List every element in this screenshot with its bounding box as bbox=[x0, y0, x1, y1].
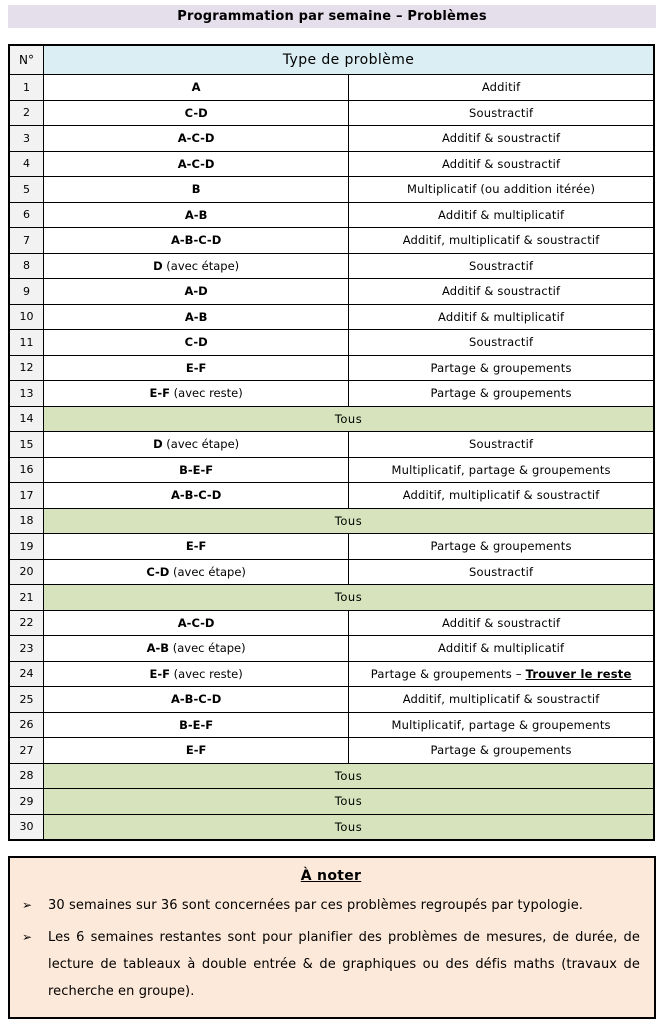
all-types-cell: Tous bbox=[44, 763, 655, 789]
problem-type-cell: Partage & groupements bbox=[349, 738, 654, 764]
week-number-cell: 11 bbox=[9, 330, 44, 356]
weekly-problems-table bbox=[8, 44, 655, 841]
week-number-cell: 25 bbox=[9, 687, 44, 713]
week-number-cell: 20 bbox=[9, 559, 44, 585]
week-number-cell: 16 bbox=[9, 457, 44, 483]
all-types-cell: Tous bbox=[44, 508, 655, 534]
problem-type-cell: Additif & soustractif bbox=[349, 610, 654, 636]
problem-code-cell: A bbox=[44, 75, 349, 101]
problem-code-cell: A-D bbox=[44, 279, 349, 305]
week-number-cell: 17 bbox=[9, 483, 44, 509]
table-row bbox=[9, 406, 654, 432]
week-number-cell: 22 bbox=[9, 610, 44, 636]
problem-type-cell: Multiplicatif, partage & groupements bbox=[349, 712, 654, 738]
note-item bbox=[22, 924, 640, 1005]
problem-type-cell: Soustractif bbox=[349, 330, 654, 356]
table-row bbox=[9, 534, 654, 560]
week-number-cell: 23 bbox=[9, 636, 44, 662]
problem-code-cell: D (avec étape) bbox=[44, 432, 349, 458]
table-header bbox=[9, 45, 654, 75]
table-row bbox=[9, 814, 654, 840]
table-row bbox=[9, 559, 654, 585]
problem-type-cell: Soustractif bbox=[349, 432, 654, 458]
problem-code-cell: A-B bbox=[44, 202, 349, 228]
problem-type-cell: Additif & multiplicatif bbox=[349, 202, 654, 228]
header-row bbox=[9, 45, 654, 75]
problem-code-cell: D (avec étape) bbox=[44, 253, 349, 279]
problem-code-cell: E-F bbox=[44, 355, 349, 381]
week-number-cell: 30 bbox=[9, 814, 44, 840]
table-row bbox=[9, 585, 654, 611]
problem-type-cell: Soustractif bbox=[349, 100, 654, 126]
note-box bbox=[8, 856, 656, 1019]
problem-type-cell: Soustractif bbox=[349, 253, 654, 279]
week-number-cell: 27 bbox=[9, 738, 44, 764]
table-row bbox=[9, 789, 654, 815]
column-header-week-number: N° bbox=[9, 45, 44, 75]
table-row bbox=[9, 202, 654, 228]
week-number-cell: 28 bbox=[9, 763, 44, 789]
table-row bbox=[9, 75, 654, 101]
all-types-cell: Tous bbox=[44, 814, 655, 840]
table-row bbox=[9, 253, 654, 279]
problem-type-cell: Multiplicatif, partage & groupements bbox=[349, 457, 654, 483]
problem-type-cell: Partage & groupements – Trouver le reste bbox=[349, 661, 654, 687]
week-number-cell: 3 bbox=[9, 126, 44, 152]
week-number-cell: 9 bbox=[9, 279, 44, 305]
week-number-cell: 15 bbox=[9, 432, 44, 458]
problem-code-cell: A-B bbox=[44, 304, 349, 330]
problem-type-cell: Additif, multiplicatif & soustractif bbox=[349, 228, 654, 254]
week-number-cell: 29 bbox=[9, 789, 44, 815]
problem-type-cell: Additif & multiplicatif bbox=[349, 304, 654, 330]
table-row bbox=[9, 304, 654, 330]
problem-type-cell: Partage & groupements bbox=[349, 381, 654, 407]
table-row bbox=[9, 738, 654, 764]
table-row bbox=[9, 636, 654, 662]
table-row bbox=[9, 610, 654, 636]
week-number-cell: 5 bbox=[9, 177, 44, 203]
arrow-bullet-icon: ➢ bbox=[22, 929, 33, 944]
problem-type-cell: Additif & soustractif bbox=[349, 151, 654, 177]
table-row bbox=[9, 381, 654, 407]
problem-code-cell: E-F (avec reste) bbox=[44, 661, 349, 687]
week-number-cell: 1 bbox=[9, 75, 44, 101]
all-types-cell: Tous bbox=[44, 406, 655, 432]
week-number-cell: 18 bbox=[9, 508, 44, 534]
table-row bbox=[9, 228, 654, 254]
week-number-cell: 14 bbox=[9, 406, 44, 432]
problem-code-cell: C-D (avec étape) bbox=[44, 559, 349, 585]
problem-type-cell: Partage & groupements bbox=[349, 534, 654, 560]
problem-code-cell: B-E-F bbox=[44, 712, 349, 738]
table-row bbox=[9, 100, 654, 126]
week-number-cell: 2 bbox=[9, 100, 44, 126]
table-row bbox=[9, 508, 654, 534]
table-row bbox=[9, 177, 654, 203]
week-number-cell: 6 bbox=[9, 202, 44, 228]
problem-code-cell: E-F (avec reste) bbox=[44, 381, 349, 407]
note-item bbox=[22, 892, 640, 919]
table-row bbox=[9, 763, 654, 789]
week-number-cell: 8 bbox=[9, 253, 44, 279]
problem-type-cell: Multiplicatif (ou addition itérée) bbox=[349, 177, 654, 203]
problem-code-cell: A-B-C-D bbox=[44, 228, 349, 254]
table-row bbox=[9, 712, 654, 738]
problem-type-cell: Additif, multiplicatif & soustractif bbox=[349, 687, 654, 713]
table-row bbox=[9, 126, 654, 152]
table-row bbox=[9, 483, 654, 509]
problem-code-cell: C-D bbox=[44, 330, 349, 356]
table-row bbox=[9, 330, 654, 356]
week-number-cell: 19 bbox=[9, 534, 44, 560]
all-types-cell: Tous bbox=[44, 585, 655, 611]
note-item-text: Les 6 semaines restantes sont pour planifier des problèmes de mesures, de durée, de lecture de tableaux à double entrée & de graphiques ou des défis maths (travaux de recherche en groupe). bbox=[48, 929, 640, 999]
note-title: À noter bbox=[300, 867, 362, 884]
week-number-cell: 13 bbox=[9, 381, 44, 407]
problem-code-cell: E-F bbox=[44, 534, 349, 560]
problem-type-cell: Soustractif bbox=[349, 559, 654, 585]
week-number-cell: 12 bbox=[9, 355, 44, 381]
problem-type-cell: Additif & multiplicatif bbox=[349, 636, 654, 662]
problem-code-cell: A-C-D bbox=[44, 126, 349, 152]
problem-code-cell: A-C-D bbox=[44, 151, 349, 177]
problem-type-cell: Additif bbox=[349, 75, 654, 101]
table-row bbox=[9, 687, 654, 713]
table-row bbox=[9, 432, 654, 458]
table-row bbox=[9, 151, 654, 177]
problem-code-cell: C-D bbox=[44, 100, 349, 126]
week-number-cell: 24 bbox=[9, 661, 44, 687]
problem-code-cell: B-E-F bbox=[44, 457, 349, 483]
all-types-cell: Tous bbox=[44, 789, 655, 815]
note-items bbox=[22, 892, 640, 1005]
problem-code-cell: E-F bbox=[44, 738, 349, 764]
problem-code-cell: A-B-C-D bbox=[44, 687, 349, 713]
week-number-cell: 7 bbox=[9, 228, 44, 254]
problem-type-cell: Additif & soustractif bbox=[349, 279, 654, 305]
problem-type-cell: Partage & groupements bbox=[349, 355, 654, 381]
problem-code-cell: A-B (avec étape) bbox=[44, 636, 349, 662]
problem-type-cell: Additif, multiplicatif & soustractif bbox=[349, 483, 654, 509]
week-number-cell: 4 bbox=[9, 151, 44, 177]
table-row bbox=[9, 355, 654, 381]
problem-code-cell: A-C-D bbox=[44, 610, 349, 636]
table-row bbox=[9, 661, 654, 687]
problem-type-cell: Additif & soustractif bbox=[349, 126, 654, 152]
week-number-cell: 10 bbox=[9, 304, 44, 330]
arrow-bullet-icon: ➢ bbox=[22, 897, 33, 912]
table-body bbox=[9, 75, 654, 840]
problem-code-cell: B bbox=[44, 177, 349, 203]
table-row bbox=[9, 457, 654, 483]
page-title: Programmation par semaine – Problèmes bbox=[8, 5, 656, 28]
week-number-cell: 21 bbox=[9, 585, 44, 611]
week-number-cell: 26 bbox=[9, 712, 44, 738]
problem-code-cell: A-B-C-D bbox=[44, 483, 349, 509]
column-header-problem-type: Type de problème bbox=[44, 45, 655, 75]
problem-type-emphasis: Trouver le reste bbox=[525, 666, 632, 681]
table-row bbox=[9, 279, 654, 305]
note-item-text: 30 semaines sur 36 sont concernées par ces problèmes regroupés par typologie. bbox=[48, 897, 584, 913]
